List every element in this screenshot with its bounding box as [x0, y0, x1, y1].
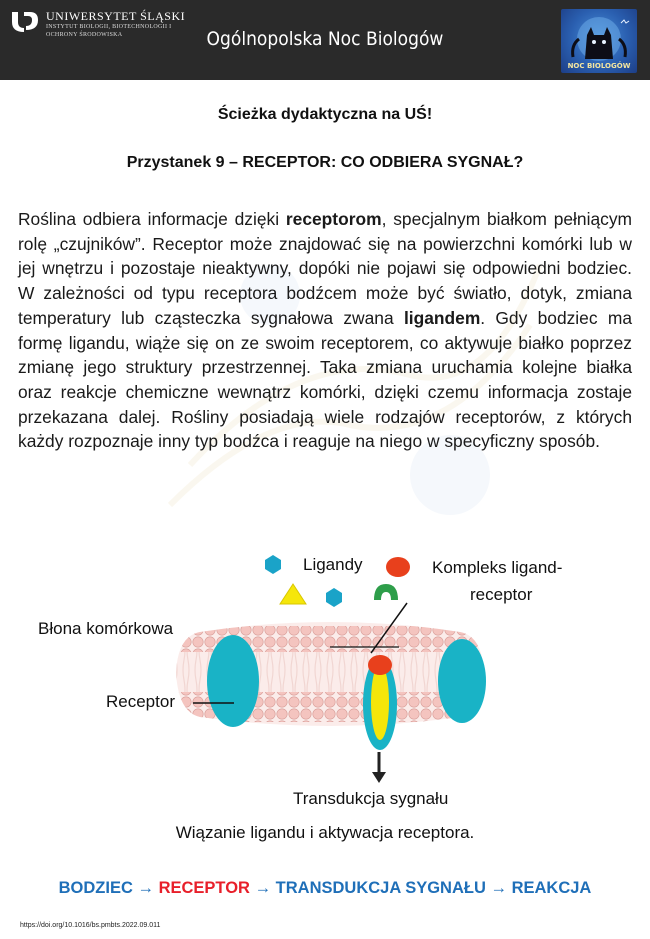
ligand-blue-shape	[265, 555, 281, 574]
ligand-green-shape	[374, 584, 398, 600]
university-logo-icon	[10, 8, 40, 34]
receptor-label: Receptor	[106, 692, 175, 711]
body-text-part: Roślina odbiera informacje dzięki	[18, 209, 286, 229]
ligand-blue-shape	[326, 588, 342, 607]
active-receptor-core	[371, 664, 389, 740]
ligands-label: Ligandy	[303, 555, 363, 574]
flow-reaction: REAKCJA	[511, 879, 592, 897]
transduction-label: Transdukcja sygnału	[293, 789, 449, 808]
page-title: Ogólnopolska Noc Biologów	[206, 28, 444, 50]
flow-arrow-icon: →	[137, 879, 154, 897]
header-bar	[0, 0, 650, 80]
complex-label-line2: receptor	[470, 585, 533, 604]
receptor-protein-right	[438, 639, 486, 723]
body-paragraph	[18, 207, 632, 454]
university-name: UNIWERSYTET ŚLĄSKI	[46, 9, 186, 23]
signal-flow	[0, 879, 650, 898]
membrane-label: Błona komórkowa	[38, 619, 174, 638]
flow-transduction: TRANSDUKCJA SYGNAŁU	[275, 879, 486, 897]
doi-reference: https://doi.org/10.1016/bs.pmbts.2022.09.011	[20, 922, 161, 929]
membrane-diagram	[0, 540, 650, 860]
body-text-part: . Gdy bodziec ma formę ligandu, wiąże się on ze swoim receptorem, co aktywuje białko poprzez zmianę jego struktury przestrzennej. Taka zmiana uruchamia kolejne białka oraz reakcje chemiczne wewnątrz komórki, dzięki czemu informacja zostaje przekazana dalej. Rośliny posiadają wiele rodzajów receptorów, z których każdy rozpoznaje inny typ bodźca i reaguje na niego w specyficzny sposób.	[18, 307, 632, 452]
keyword-ligand: ligandem	[403, 307, 481, 328]
ligand-yellow-triangle	[280, 584, 306, 604]
flow-stimulus: BODZIEC	[58, 879, 133, 897]
receptor-diagram	[0, 540, 650, 860]
heading: Ścieżka dydaktyczna na UŚ!	[217, 106, 433, 123]
transduction-arrow-head	[372, 772, 386, 783]
bound-ligand	[368, 655, 392, 675]
keyword-receptors: receptorom	[285, 209, 382, 229]
flow-arrow-icon: →	[490, 879, 507, 897]
flow-arrow-icon: →	[254, 879, 272, 897]
subheading: Przystanek 9 – RECEPTOR: CO ODBIERA SYGNAŁ?	[126, 154, 524, 171]
university-subtitle: INSTYTUT BIOLOGII, BIOTECHNOLOGII I OCHRONY ŚRODOWISKA	[46, 24, 172, 38]
receptor-protein-left	[207, 635, 259, 727]
ligand-red-oval	[386, 557, 410, 577]
noc-biologow-logo	[561, 9, 637, 73]
body-text-part: , specjalnym białkom pełniącym rolę „czujników”. Receptor może znajdować się na powierzchni komórki lub w jej wnętrzu i pozostaje nieaktywny, dopóki nie pojawi się odpowiedni bodziec. W zależności od typu receptora bodźcem może być światło, dotyk, zmiana temperatury lub cząsteczka sygnałowa zwana	[18, 209, 633, 328]
flow-receptor: RECEPTOR	[158, 879, 250, 897]
complex-label-line1: Kompleks ligand-	[432, 558, 563, 577]
diagram-caption: Wiązanie ligandu i aktywacja receptora.	[175, 823, 475, 842]
event-logo-text: NOC BIOLOGÓW	[567, 62, 631, 70]
